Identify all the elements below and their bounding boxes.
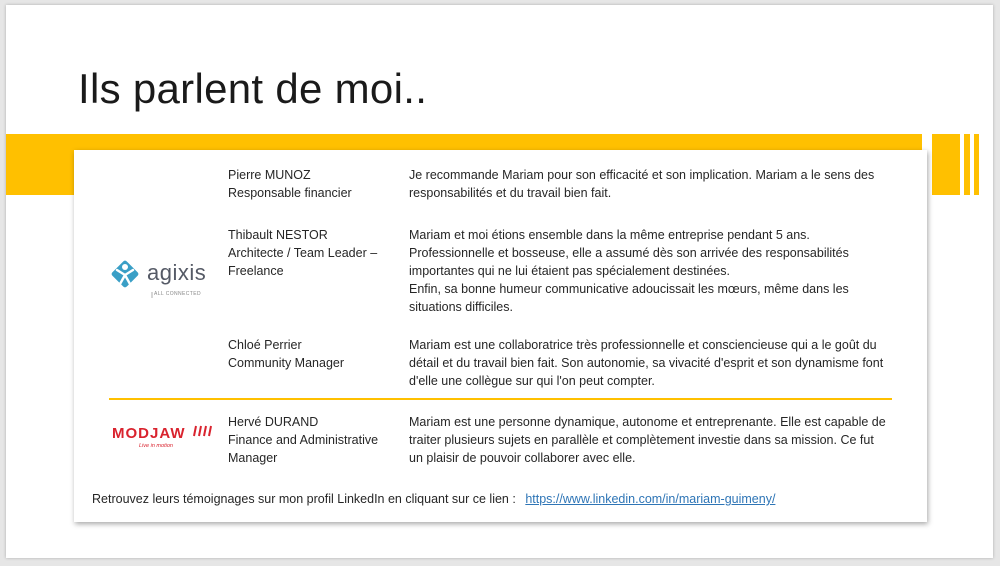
slide-title: Ils parlent de moi.. (78, 65, 428, 112)
quote-line: un plaisir de pouvoir collaborer avec elle. (409, 451, 636, 465)
quote-line: Enfin, sa bonne humeur communicative adoucissait les mœurs, même dans les (409, 282, 849, 296)
section-divider (109, 398, 892, 400)
quote-line: situations difficiles. (409, 300, 513, 314)
testimonial-quote (409, 336, 883, 390)
author-name: Chloé Perrier (228, 338, 302, 352)
testimonial-author (228, 166, 352, 202)
quote-line: Mariam est une personne dynamique, autonome et entreprenante. Elle est capable de (409, 415, 886, 429)
testimonial-quote (409, 166, 874, 202)
testimonial-author (228, 226, 377, 280)
quote-line: Mariam est une collaboratrice très professionnelle et consciencieuse qui a le goût du (409, 338, 877, 352)
modjaw-waves-icon (193, 424, 215, 442)
author-role: Freelance (228, 264, 284, 278)
footer-text: Retrouvez leurs témoignages sur mon profil LinkedIn en cliquant sur ce lien : (92, 492, 516, 506)
agixis-wordmark: agixis (147, 260, 207, 285)
modjaw-logo (112, 422, 222, 452)
testimonial-author (228, 336, 344, 372)
quote-line: importantes qui ne lui étaient pas spécialement destinées. (409, 264, 731, 278)
quote-line: Mariam et moi étions ensemble dans la même entreprise pendant 5 ans. (409, 228, 810, 242)
quote-line: responsabilités et du travail bien fait. (409, 186, 612, 200)
author-name: Hervé DURAND (228, 415, 319, 429)
testimonial-quote (409, 413, 886, 467)
testimonial-quote (409, 226, 849, 316)
author-role: Community Manager (228, 356, 345, 370)
quote-line: Professionnelle et bosseuse, elle a assumé dès son arrivée des responsabilités (409, 246, 849, 260)
footer (92, 492, 775, 506)
agixis-logo (109, 258, 214, 303)
modjaw-wordmark: MODJAW (112, 425, 186, 442)
accent-stripe (932, 134, 960, 195)
testimonial-author (228, 413, 378, 467)
agixis-tagline: ALL CONNECTED (154, 291, 201, 297)
slide (6, 5, 993, 558)
quote-line: Je recommande Mariam pour son efficacité et son implication. Mariam a le sens des (409, 168, 875, 182)
author-role: Architecte / Team Leader – (228, 246, 378, 260)
author-role: Manager (228, 451, 278, 465)
testimonials-card (74, 150, 927, 522)
quote-line: d'elle une collègue sur qui l'on peut compter. (409, 374, 655, 388)
linkedin-link[interactable]: https://www.linkedin.com/in/mariam-guimeny/ (525, 492, 776, 506)
author-name: Pierre MUNOZ (228, 168, 311, 182)
author-role: Responsable financier (228, 186, 352, 200)
author-name: Thibault NESTOR (228, 228, 328, 242)
accent-stripe (974, 134, 979, 195)
quote-line: traiter plusieurs sujets en parallèle et complètement investie dans sa mission. Ce fut (409, 433, 874, 447)
modjaw-tagline: Live in motion (139, 443, 173, 449)
quote-line: détail et du travail bien fait. Son autonomie, sa vivacité d'esprit et son dynamisme font (409, 356, 884, 370)
accent-stripe (964, 134, 970, 195)
author-role: Finance and Administrative (228, 433, 379, 447)
